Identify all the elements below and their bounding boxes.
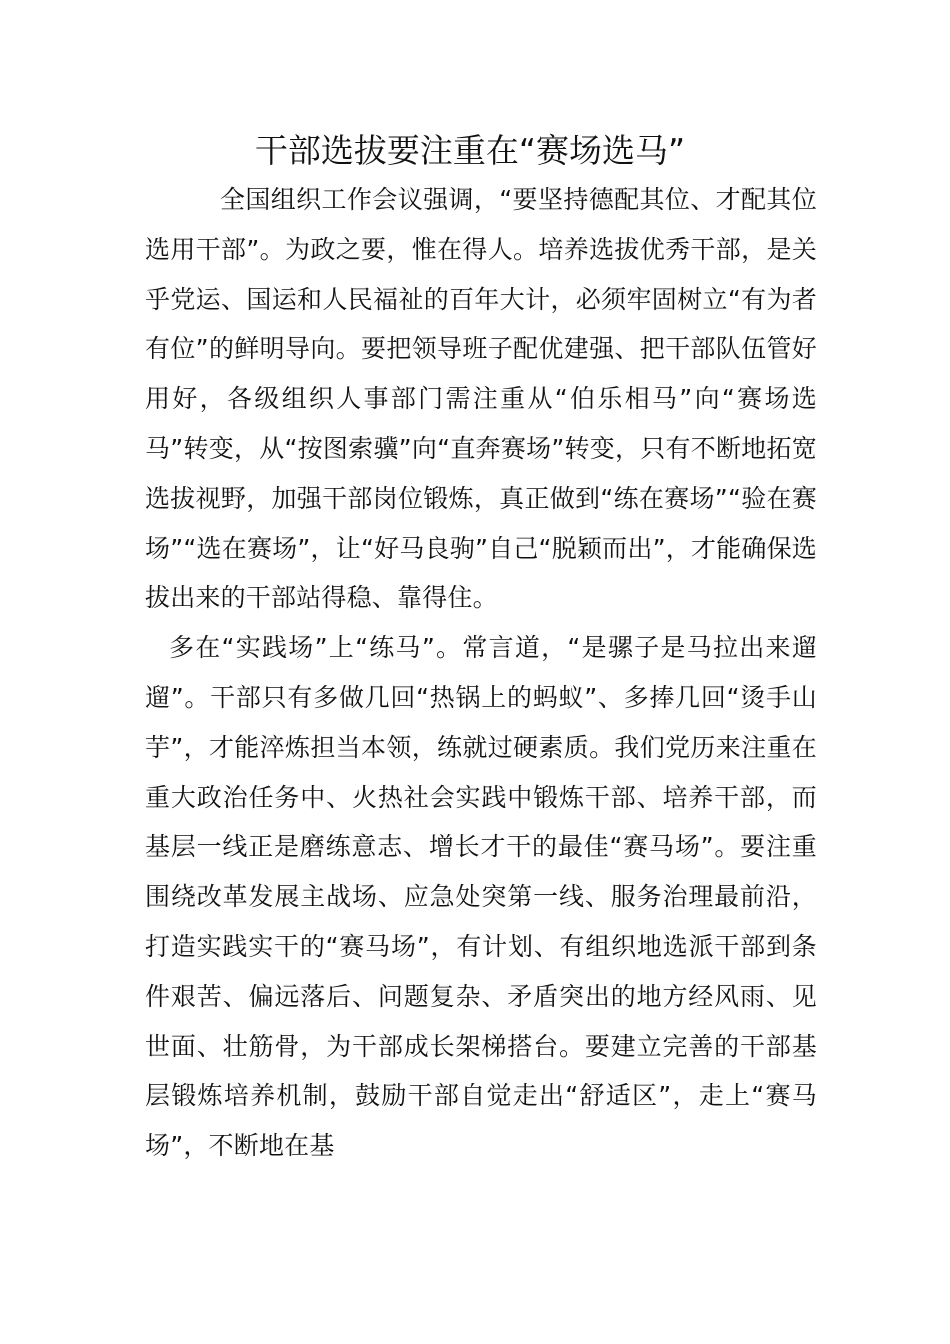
paragraph-2: 多在“实践场”上“练马”。常言道，“是骡子是马拉出来遛遛”。干部只有多做几回“热锅上的蚂蚁”、多捧几回“烫手山芋”，才能淬炼担当本领，练就过硬素质。我们党历来注重在重大政治任务中、火热社会实践中锻炼干部、培养干部，而基层一线正是磨练意志、增长才干的最佳“赛马场”。要注重围绕改革发展主战场、应急处突第一线、服务治理最前沿，打造实践实干的“赛马场”，有计划、有组织地选派干部到条件艰苦、偏远落后、问题复杂、矛盾突出的地方经风雨、见世面、壮筋骨，为干部成长架梯搭台。要建立完善的干部基层锻炼培养机制，鼓励干部自觉走出“舒适区”，走上“赛马场”，不断地在基	[145, 633, 817, 1161]
document-body	[145, 175, 817, 1171]
document-title: 干部选拔要注重在“赛场选马”	[254, 131, 686, 170]
paragraph-1: 全国组织工作会议强调，“要坚持德配其位、才配其位选用干部”。为政之要，惟在得人。培养选拔优秀干部，是关乎党运、国运和人民福祉的百年大计，必须牢固树立“有为者有位”的鲜明导向。要把领导班子配优建强、把干部队伍管好用好，各级组织人事部门需注重从“伯乐相马”向“赛场选马”转变，从“按图索骥”向“直奔赛场”转变，只有不断地拓宽选拔视野，加强干部岗位锻炼，真正做到“练在赛场”“验在赛场”“选在赛场”，让“好马良驹”自己“脱颖而出”，才能确保选拔出来的干部站得稳、靠得住。	[145, 185, 817, 613]
